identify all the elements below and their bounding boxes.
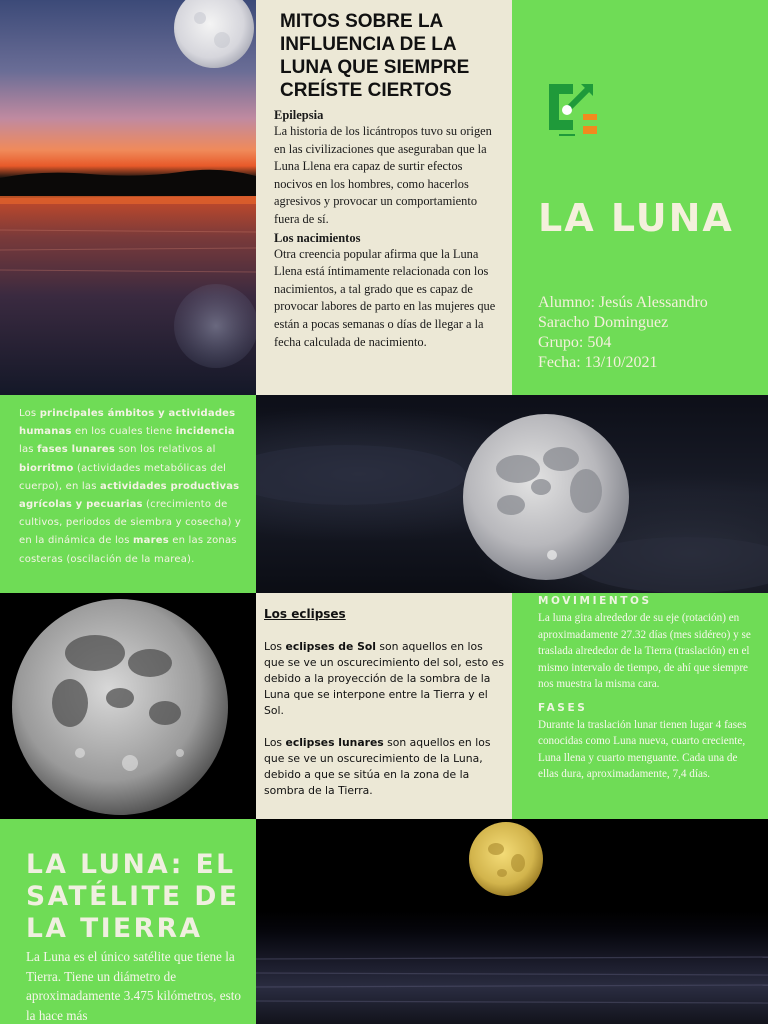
- eclipse-sol-paragraph: [264, 639, 504, 719]
- epilepsia-heading: Epilepsia: [274, 108, 324, 122]
- grupo-text: Grupo: 504: [538, 334, 612, 351]
- ambitos-text-4: son los relativos al: [115, 444, 216, 456]
- cover-info: [538, 293, 738, 373]
- ambitos-bold-2: incidencia: [175, 426, 235, 438]
- fecha-text: Fecha: 13/10/2021: [538, 354, 658, 371]
- cover-panel: [512, 0, 768, 395]
- sunset-lake-photo: [0, 0, 256, 395]
- fases-heading: FASES: [538, 701, 588, 714]
- ambitos-text-3: las: [19, 444, 38, 456]
- ambitos-bold-5: actividades productivas agrícolas y pecuarias: [19, 480, 240, 511]
- ambitos-text-1: Los: [19, 408, 40, 419]
- satelite-panel: [0, 819, 256, 1024]
- movimientos-fases-panel: [512, 593, 768, 819]
- eclipse-sol-bold: eclipses de Sol: [285, 640, 376, 653]
- eclipses-panel: [256, 593, 512, 819]
- moon-closeup-illustration: [0, 593, 256, 819]
- fases-body: Durante la traslación lunar tienen lugar 4 fases conocidas como Luna nueva, cuarto creciente, Luna llena y cuarto menguante. Cada una de ellas dura, aproximadamente, 7,4 días.: [538, 718, 747, 780]
- satelite-body: La Luna es el único satélite que tiene la Tierra. Tiene un diámetro de aproximadamente 3.475 kilómetros, esto la hace más: [26, 949, 241, 1023]
- eclipses-title: Los eclipses: [264, 607, 346, 621]
- eclipse-lunar-bold: eclipses lunares: [285, 736, 384, 749]
- ambitos-bold-1: principales ámbitos y actividades humanas: [19, 408, 236, 438]
- eclipse-sol-pre: Los: [264, 640, 286, 653]
- epilepsia-body: La historia de los licántropos tuvo su origen en las civilizaciones que aseguraban que la Luna Llena era capaz de surtir efectos nocivos en los hombres, como hacerlos agresivos y provocar un comportamiento fuera de sí.: [274, 124, 492, 226]
- mitos-title: MITOS SOBRE LA INFLUENCIA DE LA LUNA QUE SIEMPRE CREÍSTE CIERTOS: [280, 11, 470, 101]
- nacimientos-heading: Los nacimientos: [274, 230, 361, 245]
- moon-sea-photo: [256, 819, 768, 1024]
- cover-title: LA LUNA: [538, 196, 734, 240]
- ambitos-panel: [0, 395, 256, 593]
- sunset-illustration: [0, 0, 256, 395]
- eclipse-lunar-post: son aquellos en los que se ve un oscurecimiento de la Luna, debido a que se sitúa en la zona de la sombra de la Tierra.: [264, 736, 491, 797]
- ambitos-text-6: (crecimiento de cultivos, periodos de siembra y cosecha) y en la dinámica de los: [19, 499, 242, 547]
- mitos-panel: [256, 0, 512, 395]
- eclipse-sol-post: son aquellos en los que se ve un oscurecimiento del sol, esto es debido a la proyección de la sombra de la Luna que se interpone entre la Tierra y el Sol.: [264, 640, 504, 717]
- movimientos-body: La luna gira alrededor de su eje (rotación) en aproximadamente 27.32 días (mes sidéreo) y se traslada alrededor de la Tierra (traslación) en el mismo intervalo de tiempo, de ahí que siempre nos muestra la misma cara.: [538, 612, 751, 690]
- ambitos-bold-6: mares: [133, 535, 169, 547]
- ambitos-paragraph: [19, 405, 246, 569]
- alumno-text: Alumno: Jesús Alessandro Saracho Dominguez: [538, 294, 708, 331]
- ambitos-bold-4: biorritmo: [19, 462, 74, 474]
- logo-icon: [545, 80, 607, 140]
- ambitos-text-2: en los cuales tiene: [71, 426, 176, 438]
- satelite-title: LA LUNA: EL SATÉLITE DE LA TIERRA: [26, 849, 240, 944]
- eclipse-lunar-paragraph: [264, 735, 504, 799]
- moon-closeup-photo: [0, 593, 256, 819]
- nacimientos-body: Otra creencia popular afirma que la Luna Llena está íntimamente relacionada con los nacimientos, a tal grado que es capaz de provocar labores de parto en las mujeres que están a pocas semanas o días de llegar a la fecha calculada de nacimiento.: [274, 246, 496, 349]
- movimientos-heading: MOVIMIENTOS: [538, 595, 652, 607]
- ambitos-bold-3: fases lunares: [37, 444, 116, 456]
- moon-sky-illustration: [256, 395, 768, 593]
- full-moon-sky-photo: [256, 395, 768, 593]
- ambitos-text-5: (actividades metabólicas del cuerpo), en las: [19, 462, 227, 492]
- moon-sea-illustration: [256, 819, 768, 1024]
- eclipse-lunar-pre: Los: [264, 736, 286, 749]
- ambitos-text-7: en las zonas costeras (oscilación de la marea).: [19, 535, 237, 565]
